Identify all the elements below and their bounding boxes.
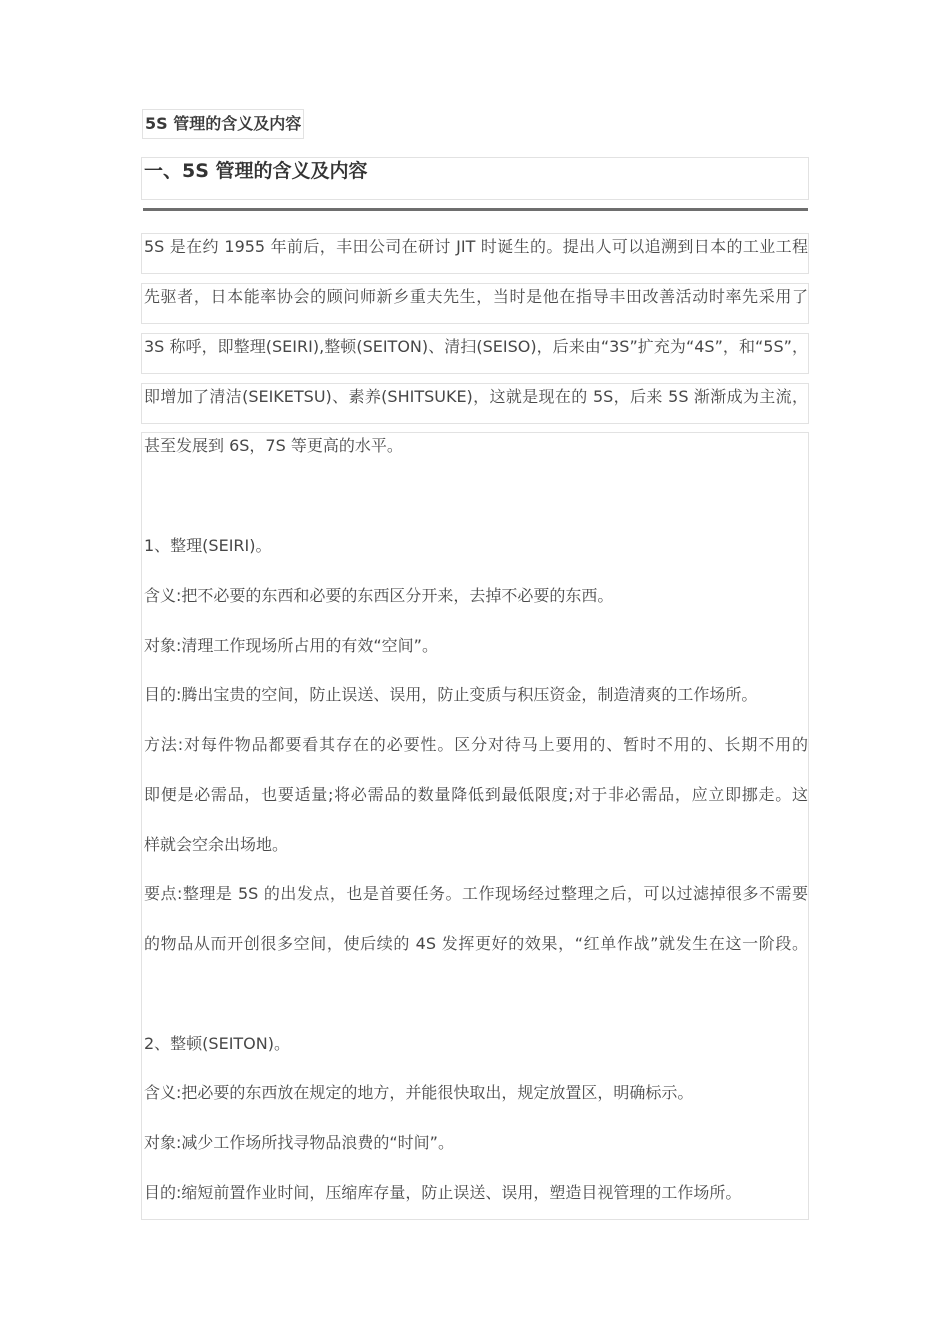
subsection-title: 1、整理(SEIRI)。 [144,536,272,555]
body-line: 含义:把不必要的东西和必要的东西区分开来，去掉不必要的东西。 [144,586,614,605]
body-line: 3S 称呼，即整理(SEIRI),整顿(SEITON)、清扫(SEISO)，后来由“3S”扩充为“4S”，和“5S”， [144,337,808,356]
body-line: 先驱者，日本能率协会的顾问师新乡重夫先生，当时是他在指导丰田改善活动时率先采用了 [144,287,808,306]
body-line: 含义:把必要的东西放在规定的地方，并能很快取出，规定放置区，明确标示。 [144,1083,694,1102]
body-line: 即便是必需品，也要适量;将必需品的数量降低到最低限度;对于非必需品，应立即挪走。这 [144,785,808,804]
body-line: 要点:整理是 5S 的出发点，也是首要任务。工作现场经过整理之后，可以过滤掉很多不需要 [144,884,808,903]
body-line: 的物品从而开创很多空间，使后续的 4S 发挥更好的效果，“红单作战”就发生在这一阶段。 [144,934,808,953]
body-line: 甚至发展到 6S，7S 等更高的水平。 [144,436,403,455]
body-line: 即增加了清洁(SEIKETSU)、素养(SHITSUKE)，这就是现在的 5S，后来 5S 渐渐成为主流， [144,387,808,406]
subsection-title: 2、整顿(SEITON)。 [144,1034,290,1053]
section-heading: 一、5S 管理的含义及内容 [144,160,368,182]
body-line: 目的:缩短前置作业时间，压缩库存量，防止误送、误用，塑造目视管理的工作场所。 [144,1183,742,1202]
horizontal-rule [143,208,808,211]
body-line: 样就会空余出场地。 [144,835,289,854]
body-line: 对象:减少工作场所找寻物品浪费的“时间”。 [144,1133,454,1152]
body-line: 方法:对每件物品都要看其存在的必要性。区分对待马上要用的、暂时不用的、长期不用的 [144,735,808,754]
body-line: 目的:腾出宝贵的空间，防止误送、误用，防止变质与积压资金，制造清爽的工作场所。 [144,685,758,704]
body-line: 5S 是在约 1955 年前后，丰田公司在研讨 JIT 时诞生的。提出人可以追溯到日本的工业工程 [144,237,808,256]
document-title: 5S 管理的含义及内容 [142,109,304,139]
body-line: 对象:清理工作现场所占用的有效“空间”。 [144,636,438,655]
